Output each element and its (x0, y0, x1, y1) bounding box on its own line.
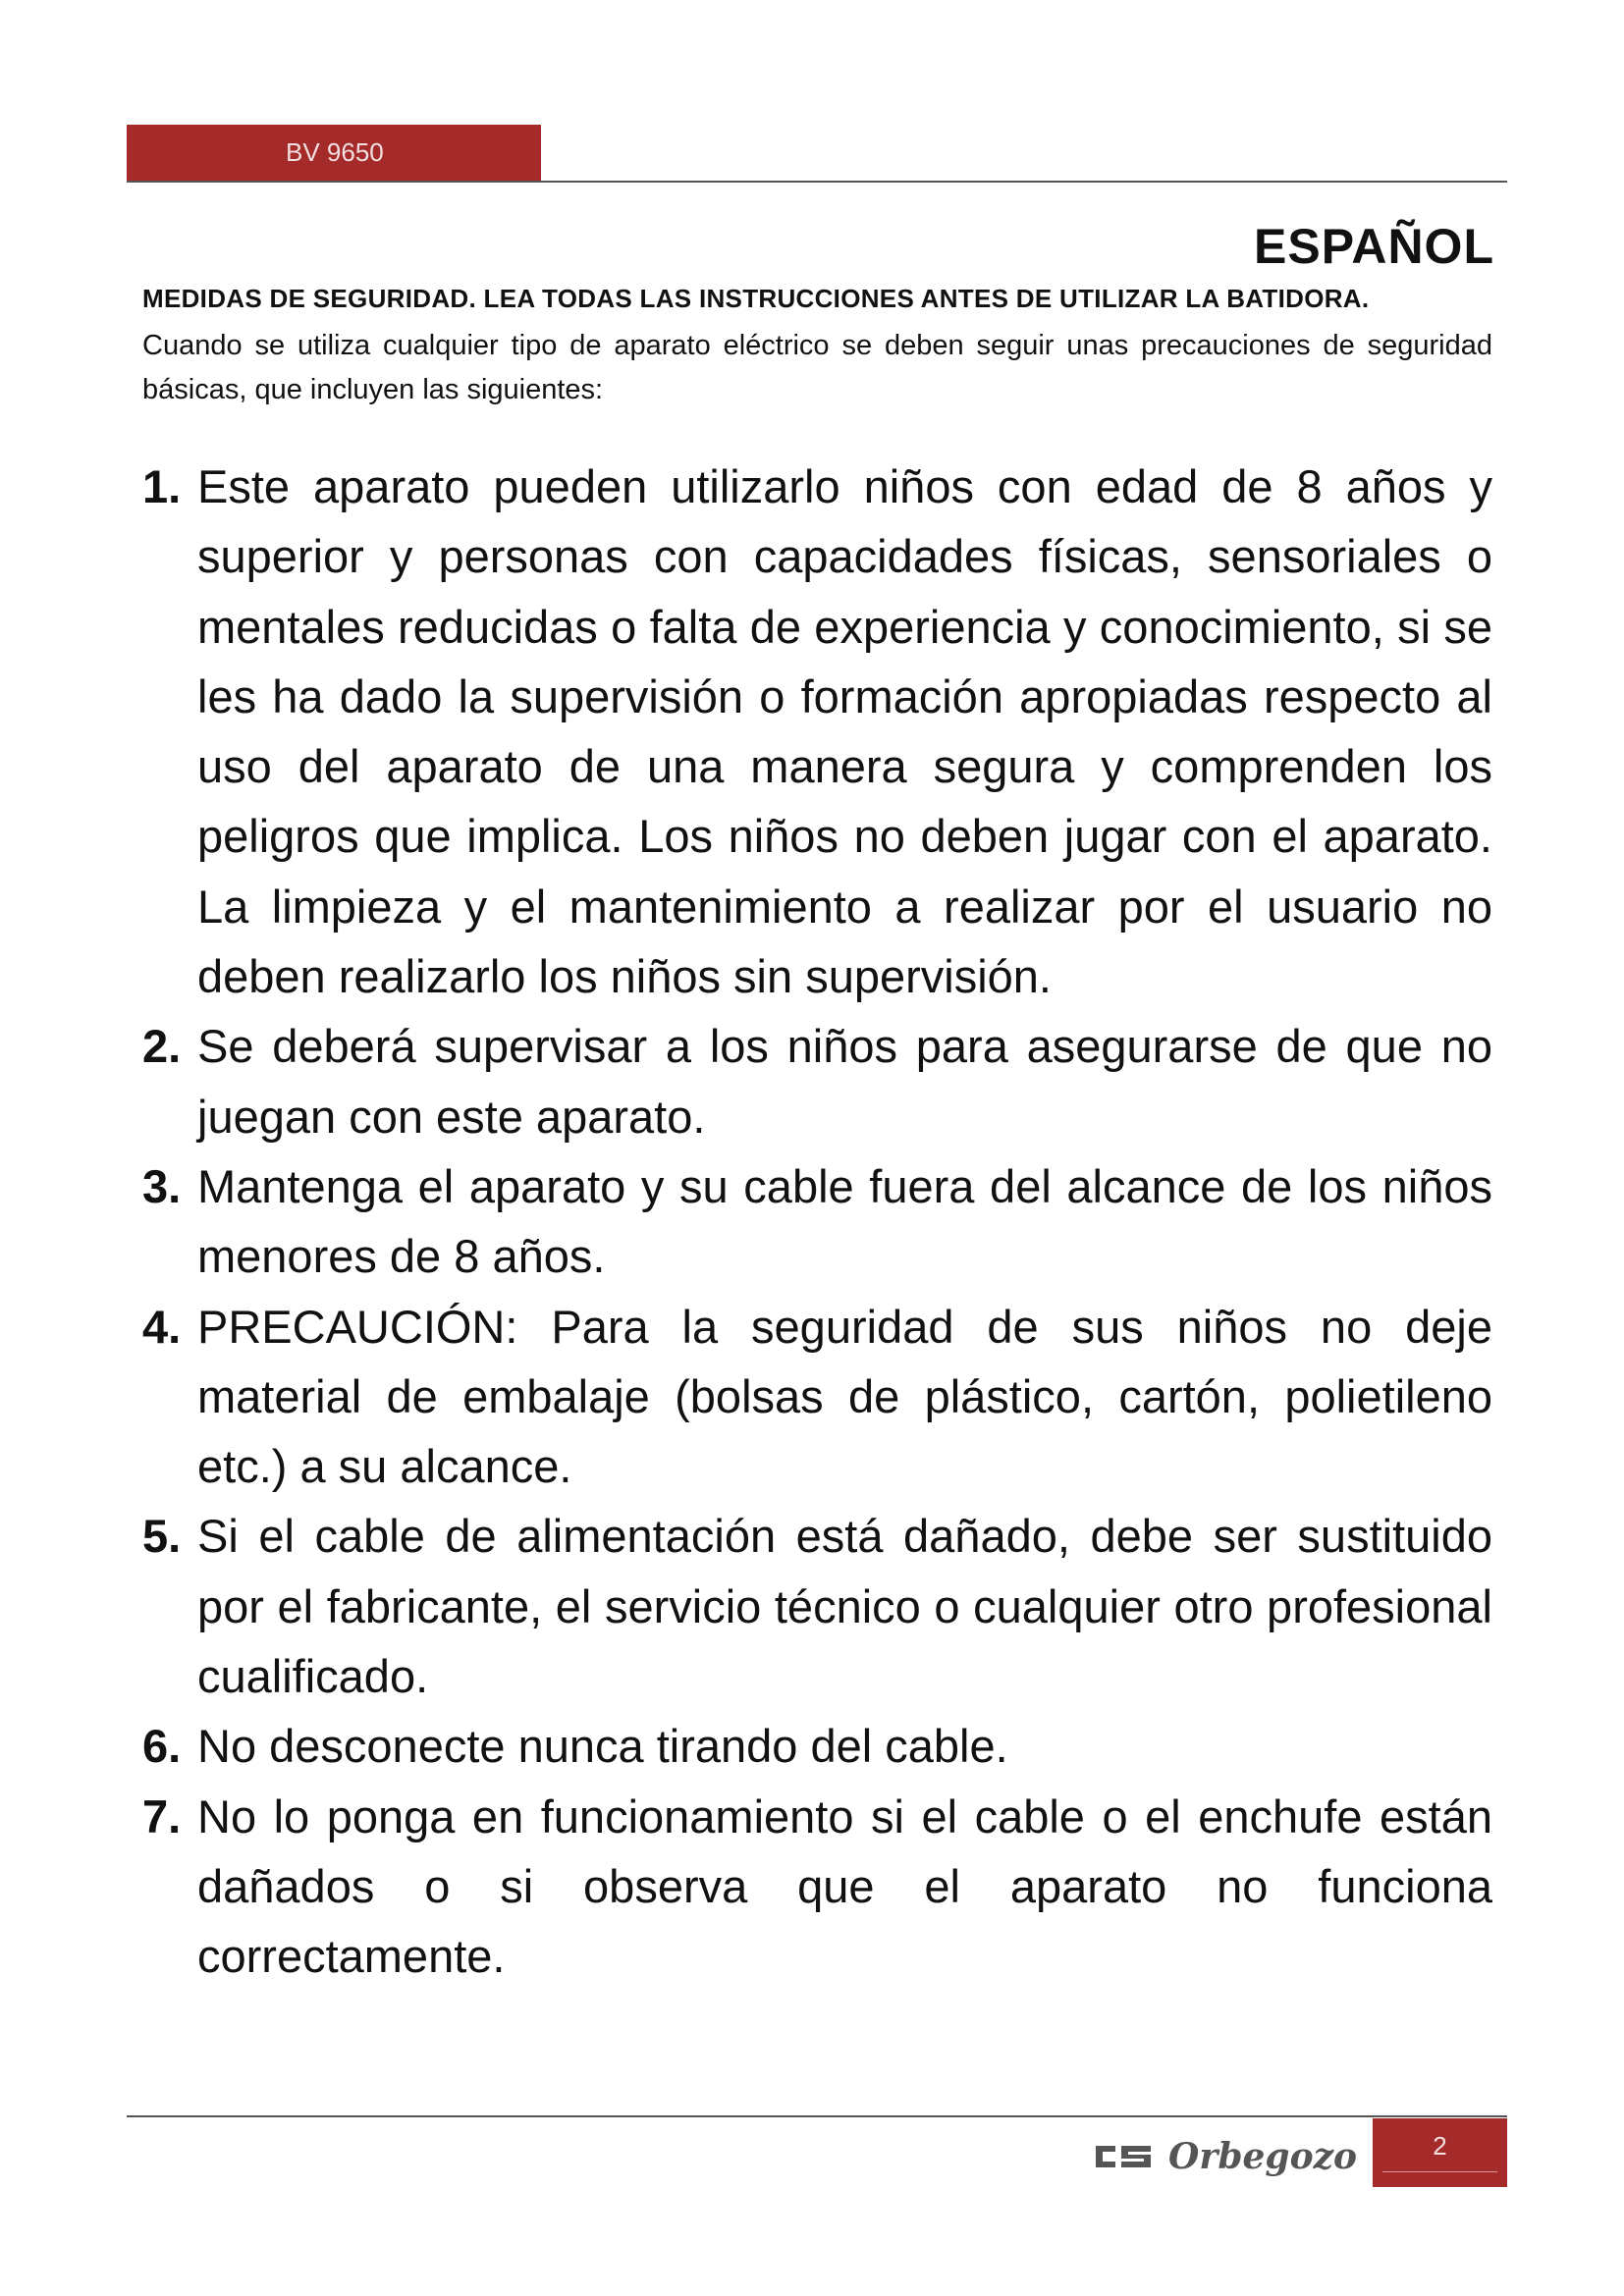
orbegozo-logo-icon (1092, 2140, 1155, 2173)
rule-number: 3. (142, 1159, 182, 1212)
rule-number: 1. (142, 460, 182, 512)
list-item (142, 1292, 1492, 1502)
footer-divider (127, 2115, 1507, 2117)
safety-heading: MEDIDAS DE SEGURIDAD. LEA TODAS LAS INSTRUCCIONES ANTES DE UTILIZAR LA BATIDORA. (142, 284, 1370, 313)
header-divider (127, 181, 1507, 183)
page-number-box (1373, 2118, 1507, 2187)
list-item (142, 1782, 1492, 1992)
list-item (142, 1501, 1492, 1711)
model-tab (127, 125, 541, 181)
language-title: ESPAÑOL (1254, 219, 1494, 274)
rule-text: No lo ponga en funcionamiento si el cable o el enchufe están dañados o si observa que el aparato no funciona correctamente. (197, 1789, 1492, 1983)
rule-text: Mantenga el aparato y su cable fuera del alcance de los niños menores de 8 años. (197, 1159, 1492, 1283)
brand-wordmark: Orbegozo (1168, 2136, 1358, 2177)
rule-text: Se deberá supervisar a los niños para asegurarse de que no juegan con este aparato. (197, 1020, 1492, 1143)
safety-rules-list (142, 452, 1492, 1992)
model-label: BV 9650 (286, 137, 384, 167)
rule-text: Si el cable de alimentación está dañado, debe ser sustituido por el fabricante, el servicio técnico o cualquier otro profesional cualificado. (197, 1510, 1492, 1703)
rule-number: 5. (142, 1510, 182, 1563)
rule-text: PRECAUCIÓN: Para la seguridad de sus niños no deje material de embalaje (bolsas de plástico, cartón, polietileno etc.) a su alcance. (197, 1300, 1492, 1493)
rule-text: Este aparato pueden utilizarlo niños con edad de 8 años y superior y personas con capacidades físicas, sensoriales o mentales reducidas o falta de experiencia y conocimiento, si se les ha dado la supervisión o formación apropiadas respecto al uso del aparato de una manera segura y comprenden los peligros que implica. Los niños no deben jugar con el aparato. La limpieza y el mantenimiento a realizar por el usuario no deben realizarlo los niños sin supervisión. (197, 460, 1492, 1003)
rule-number: 7. (142, 1789, 182, 1842)
list-item (142, 1011, 1492, 1151)
brand-logo (1092, 2137, 1357, 2176)
rule-number: 2. (142, 1020, 182, 1073)
list-item (142, 1711, 1492, 1781)
page-number: 2 (1433, 2131, 1447, 2161)
list-item (142, 1151, 1492, 1292)
rule-number: 4. (142, 1300, 182, 1353)
intro-paragraph: Cuando se utiliza cualquier tipo de aparato eléctrico se deben seguir unas precauciones de seguridad básicas, que incluyen las siguientes: (142, 330, 1492, 405)
rule-number: 6. (142, 1720, 182, 1773)
list-item (142, 452, 1492, 1011)
rule-text: No desconecte nunca tirando del cable. (197, 1720, 1008, 1773)
